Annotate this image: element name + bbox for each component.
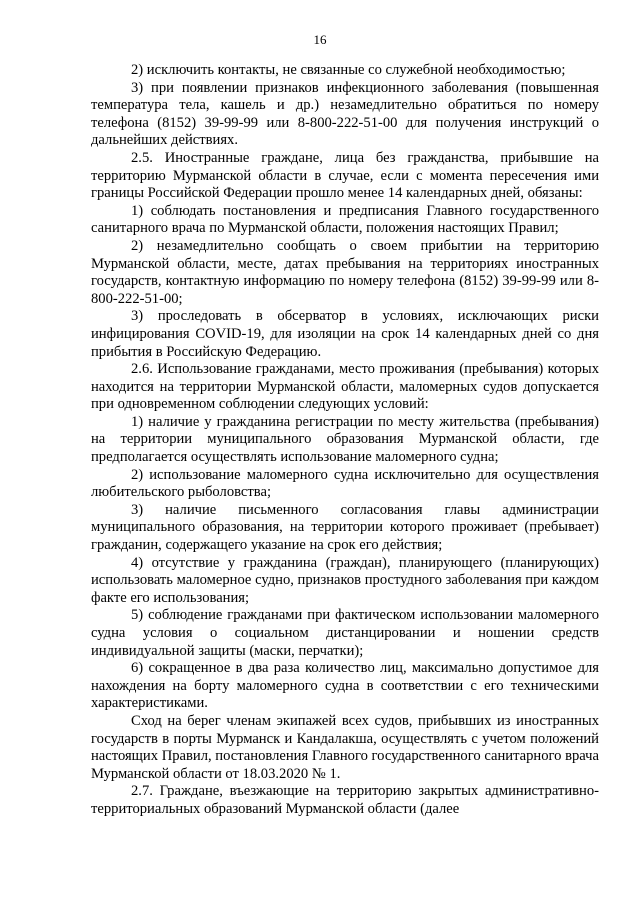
paragraph-2-6-item-5: 5) соблюдение гражданами при фактическом использовании маломерного судна условия о социальном дистанцировании и ношении средств индивидуальной защиты (маски, перчатки); — [91, 607, 599, 659]
paragraph-2-6-item-4: 4) отсутствие у гражданина (граждан), планирующего (планирующих) использовать маломерное судно, признаков простудного заболевания при каждом факте его использования; — [91, 554, 599, 606]
page-number: 16 — [313, 32, 327, 47]
paragraph-2-6-item-2: 2) использование маломерного судна исключительно для осуществления любительского рыболовства; — [91, 466, 599, 501]
paragraph-crew-disembark: Сход на берег членам экипажей всех судов, прибывших из иностранных государств в порты Мурманск и Кандалакша, осуществлять с учетом положений настоящих Правил, постановления Главного государственного санитарного врача Мурманской области от 18.03.2020 № 1. — [91, 712, 599, 782]
paragraph-item-2-exclude-contacts: 2) исключить контакты, не связанные со служебной необходимостью; — [131, 62, 566, 78]
paragraph-2-5-item-1: 1) соблюдать постановления и предписания Главного государственного санитарного врача по Мурманской области, положения настоящих Правил; — [91, 202, 599, 237]
paragraph-section-2-7: 2.7. Граждане, въезжающие на территорию закрытых административно-территориальных образований Мурманской области (далее — [91, 783, 599, 817]
paragraph-2-5-item-3: 3) проследовать в обсерватор в условиях, исключающих риски инфицирования COVID-19, для изоляции на срок 14 календарных дней со дня прибытия в Российскую Федерацию. — [91, 308, 599, 360]
document-body — [91, 62, 599, 819]
paragraph-2-6-item-1: 1) наличие у гражданина регистрации по месту жительства (пребывания) на территории муниципального образования Мурманской области, где предполагается осуществлять использование маломерного судна; — [91, 413, 599, 466]
paragraph-2-6-item-3: 3) наличие письменного согласования главы администрации муниципального образования, на территории которого проживает (пребывает) гражданин, содержащего указание на срок его действия; — [91, 501, 599, 554]
paragraph-2-5-item-2: 2) незамедлительно сообщать о своем прибытии на территорию Мурманской области, месте, датах пребывания на территориях иностранных государств, контактную информацию по номеру телефона (8152) 39-99-99 или 8-800-222-51-00; — [91, 237, 599, 307]
paragraph-section-2-5: 2.5. Иностранные граждане, лица без гражданства, прибывшие на территорию Мурманской области в случае, если с момента пересечения ими границы Российской Федерации прошло менее 14 календарных дней, обязаны: — [91, 149, 599, 202]
paragraph-2-6-item-6: 6) сокращенное в два раза количество лиц, максимально допустимое для нахождения на борту маломерного судна в соответствии с его техническими характеристиками. — [91, 660, 599, 712]
paragraph-section-2-6: 2.6. Использование гражданами, место проживания (пребывания) которых находится на территории Мурманской области, маломерных судов допускается при одновременном соблюдении следующих условий: — [91, 361, 599, 413]
paragraph-item-3-symptoms: 3) при появлении признаков инфекционного заболевания (повышенная температура тела, кашель и др.) незамедлительно обратиться по номеру телефона (8152) 39-99-99 или 8-800-222-51-00 для получения инструкций о дальнейших действиях. — [91, 79, 599, 149]
